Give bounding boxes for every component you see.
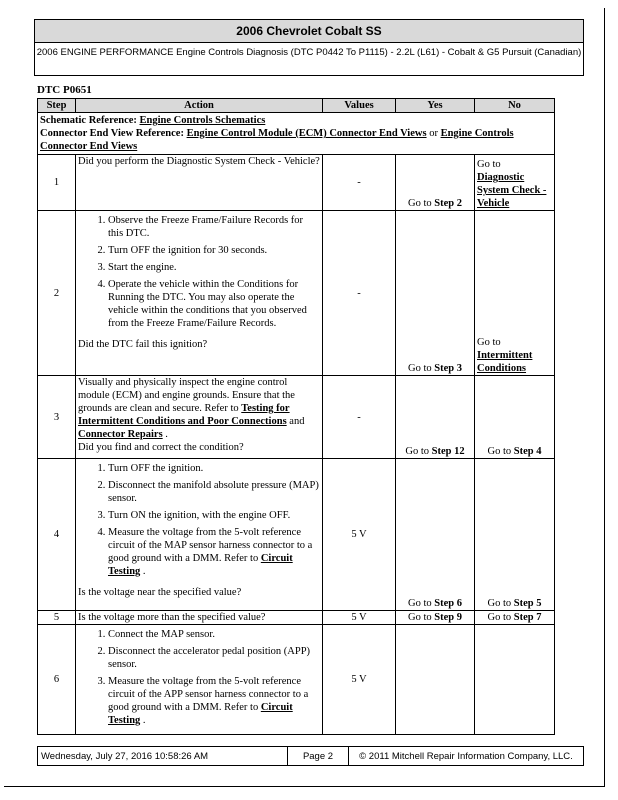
- list-item: 2. Disconnect the manifold absolute pressure (MAP) sensor.: [108, 479, 320, 505]
- go-to-text: Go to: [408, 598, 435, 609]
- list-item: 3. Turn ON the ignition, with the engine OFF.: [108, 509, 320, 522]
- col-yes: Yes: [396, 99, 475, 113]
- step-instructions: [78, 214, 320, 330]
- step-question: Is the voltage near the specified value?: [78, 587, 242, 598]
- col-no: No: [475, 99, 555, 113]
- go-to-text: Go to: [408, 363, 435, 374]
- diagnostic-table: [37, 98, 555, 735]
- table-row: [38, 376, 555, 459]
- step-action: Visually and physically inspect the engine control module (ECM) and engine grounds. Ensure that the grounds are clean and secure. Refer to: [78, 377, 295, 414]
- period-text: .: [140, 566, 146, 577]
- document-header: [34, 19, 584, 76]
- page-border-bottom: [4, 786, 605, 787]
- list-item: 1. Turn OFF the ignition.: [108, 462, 320, 475]
- step-number: 6: [38, 625, 76, 735]
- step-number: 1: [38, 155, 76, 211]
- ecm-connector-link[interactable]: Engine Control Module (ECM) Connector End Views: [186, 128, 427, 139]
- list-item: 1. Observe the Freeze Frame/Failure Records for this DTC.: [108, 214, 320, 240]
- list-item: 2. Turn OFF the ignition for 30 seconds.: [108, 244, 320, 257]
- go-to-text: Go to: [405, 446, 432, 457]
- go-to-text: Go to: [487, 446, 514, 457]
- list-item: 2. Disconnect the accelerator pedal position (APP) sensor.: [108, 645, 320, 671]
- schematic-link[interactable]: Engine Controls Schematics: [139, 115, 266, 126]
- list-item: 4. Operate the vehicle within the Conditions for Running the DTC. You may also operate the vehicle within the conditions that you observed from the Freeze Frame/Failure Records.: [108, 278, 320, 330]
- step-action: Is the voltage more than the specified value?: [76, 611, 323, 625]
- footer-date: Wednesday, July 27, 2016 10:58:26 AM: [38, 747, 288, 765]
- table-row: [38, 211, 555, 376]
- step-value: -: [323, 155, 396, 211]
- yes-target-link[interactable]: Step 12: [431, 446, 465, 457]
- step-number: 3: [38, 376, 76, 459]
- yes-target-link[interactable]: Step 9: [434, 612, 462, 623]
- no-target-link[interactable]: Step 4: [513, 446, 542, 457]
- step-value: 5 V: [323, 611, 396, 625]
- no-target-link[interactable]: Diagnostic System Check - Vehicle: [477, 172, 547, 209]
- table-header-row: [38, 99, 555, 113]
- footer-copyright: © 2011 Mitchell Repair Information Company, LLC.: [359, 750, 573, 762]
- step-value: 5 V: [323, 459, 396, 611]
- no-target-link[interactable]: Step 5: [513, 598, 542, 609]
- go-to-text: Go to: [487, 598, 514, 609]
- step-number: 5: [38, 611, 76, 625]
- step-value: -: [323, 376, 396, 459]
- col-values: Values: [323, 99, 396, 113]
- table-row: [38, 625, 555, 735]
- step-instructions: [78, 462, 320, 578]
- step-question: Did the DTC fail this ignition?: [78, 339, 208, 350]
- step-action: Did you perform the Diagnostic System Check - Vehicle?: [76, 155, 323, 211]
- list-item-text: Measure the voltage from the 5-volt reference circuit of the MAP sensor harness connector to a good ground with a DMM. Refer to: [108, 527, 313, 564]
- table-row: [38, 611, 555, 625]
- go-to-text: Go to: [487, 612, 514, 623]
- dtc-code: DTC P0651: [37, 84, 92, 96]
- schematic-ref-label: Schematic Reference:: [40, 115, 140, 126]
- connector-repairs-link[interactable]: Connector Repairs: [78, 429, 163, 440]
- document-subtitle: 2006 ENGINE PERFORMANCE Engine Controls Diagnosis (DTC P0442 To P1115) - 2.2L (L61) - Cobalt & G5 Pursuit (Canadian): [36, 47, 582, 58]
- go-to-text: Go to: [477, 337, 501, 348]
- table-row: [38, 459, 555, 611]
- or-text: or: [426, 128, 441, 139]
- go-to-text: Go to: [408, 612, 435, 623]
- step-value: 5 V: [323, 625, 396, 735]
- step-number: 4: [38, 459, 76, 611]
- step-value: -: [323, 211, 396, 376]
- connector-ref-label: Connector End View Reference:: [40, 128, 187, 139]
- step-number: 2: [38, 211, 76, 376]
- yes-target-link[interactable]: Step 6: [434, 598, 462, 609]
- go-to-text: Go to: [408, 198, 435, 209]
- go-to-text: Go to: [477, 159, 501, 170]
- footer-page: Page 2: [288, 747, 349, 765]
- intermittent-testing-link[interactable]: Testing for Intermittent Conditions and Poor Connections: [78, 403, 290, 427]
- circuit-testing-link[interactable]: Circuit Testing: [108, 702, 293, 726]
- engine-connector-link[interactable]: Engine Controls Connector End Views: [40, 128, 514, 152]
- period-text: .: [140, 715, 146, 726]
- page-border-right: [604, 8, 605, 786]
- col-action: Action: [76, 99, 323, 113]
- and-text: and: [286, 416, 305, 427]
- page-footer: [37, 746, 584, 766]
- vehicle-title: 2006 Chevrolet Cobalt SS: [35, 20, 583, 43]
- list-item: 1. Connect the MAP sensor.: [108, 628, 320, 641]
- reference-row: [38, 113, 555, 155]
- table-row: [38, 155, 555, 211]
- step-instructions: [78, 628, 320, 727]
- yes-target-link[interactable]: Step 2: [434, 198, 462, 209]
- step-question: Did you find and correct the condition?: [78, 442, 244, 453]
- period-text: .: [162, 429, 168, 440]
- no-target-link[interactable]: Intermittent Conditions: [477, 350, 533, 374]
- col-step: Step: [38, 99, 76, 113]
- list-item-text: Measure the voltage from the 5-volt reference circuit of the APP sensor harness connector to a good ground with a DMM. Refer to: [108, 676, 309, 713]
- list-item: 3. Start the engine.: [108, 261, 320, 274]
- list-item: [108, 675, 320, 727]
- no-target-link[interactable]: Step 7: [513, 612, 542, 623]
- circuit-testing-link[interactable]: Circuit Testing: [108, 553, 293, 577]
- yes-target-link[interactable]: Step 3: [434, 363, 462, 374]
- list-item: [108, 526, 320, 578]
